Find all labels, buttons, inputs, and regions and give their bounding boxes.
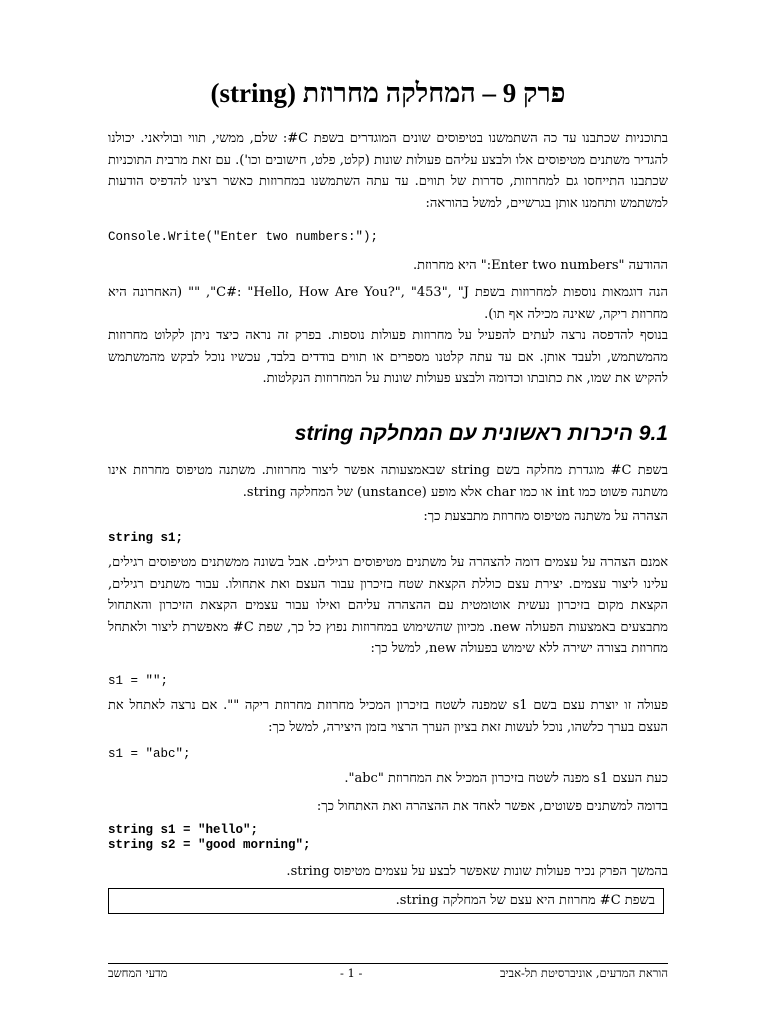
footer-institution: הוראת המדעים, אוניברסיטת תל-אביב bbox=[500, 966, 668, 980]
code-hello: string s1 = "hello"; bbox=[108, 823, 259, 837]
footer-divider bbox=[108, 963, 668, 964]
intro-paragraph-4: בנוסף להדפסה נרצה לעתים להפעיל על מחרוזות פעולות נוספות. בפרק זה נראה כיצד ניתן לקלוט מחרוזות מהמשתמש, ולעבד אותן. אם עד עתה קלטנו מספרים או תווים בודדים בלבד, עכשיו נוכל לבקש מהמשתמש להקיש את שמו, את כתובתו וכדומה ולבצע פעולות שונות על המחרוזות הנקלטות. bbox=[108, 328, 668, 386]
footer-subject: מדעי המחשב bbox=[108, 966, 168, 980]
section-heading: 9.1 היכרות ראשונית עם המחלקה string bbox=[294, 422, 668, 445]
section-paragraph-3: אמנם הצהרה על עצמים דומה להצהרה על משתנים מטיפוסים רגילים. אבל בשונה ממשתנים מטיפוסים רגילים, עלינו ליצור עצמים. יצירת עצם כוללת הקצאת שטח בזיכרון עבור העצם ואת אתחולו. עבור משתנים רגילים, הקצאת מקום בזיכרון נעשית אוטומטית עם ההצהרה עליהם ואילו עבור עצמים הקצאת הזיכרון והאתחול מתבצעים באמצעות הפעולה new. מכיוון שהשימוש במחרוזות נפוץ כל כך, שפת C# מאפשרת ליצור ולאתחל מחרוזת בצורה ישירה ללא שימוש בפעולה new, למשל כך: bbox=[108, 555, 668, 656]
section-paragraph-4: פעולה זו יוצרת עצם בשם s1 שמפנה לשטח בזיכרון המכיל מחרוזת מחרוזת ריקה "". אם נרצה לאתחל את העצם בערך כלשהו, נוכל לעשות זאת בציון הערך הרצוי בזמן היצירה, למשל כך: bbox=[108, 698, 669, 735]
code-string-decl: string s1; bbox=[108, 531, 184, 545]
code-abc-string: s1 = "abc"; bbox=[108, 747, 191, 761]
definition-box: בשפת C# מחרוזת היא עצם של המחלקה string. bbox=[108, 888, 664, 914]
section-paragraph-5: כעת העצם s1 מפנה לשטח בזיכרון המכיל את המחרוזת "abc". bbox=[344, 771, 668, 786]
code-empty-string: s1 = ""; bbox=[108, 674, 169, 688]
intro-paragraph-1: בתוכניות שכתבנו עד כה השתמשנו בטיפוסים שונים המוגדרים בשפת C#: שלם, ממשי, תווי ובוליאני. יכולנו להגדיר משתנים מטיפוסים אלו ולבצע עליהם פעולות שונות (קלט, פלט, חישובים וכו'). עם זאת מרבית התוכניות שכתבנו התייחסו גם למחרוזות, סדרות של תווים. עד עתה השתמשנו במחרוזות כאשר רצינו להדפיס הודעות למשתמש ותחמנו אותן בגרשיים, למשל בהוראה: bbox=[108, 131, 668, 211]
section-paragraph-6: בדומה למשתנים פשוטים, אפשר לאחד את ההצהרה ואת האתחול כך: bbox=[316, 799, 668, 814]
code-good-morning: string s2 = "good morning"; bbox=[108, 838, 311, 852]
intro-paragraph-3: הנה דוגמאות נוספות למחרוזות בשפת C#: "Hello, How Are You?", "453", "J", "" (האחרונה היא מחרוזת ריקה, שאינה מכילה אף תו). bbox=[108, 285, 668, 322]
section-paragraph-2: הצהרה על משתנה מטיפוס מחרוזת מתבצעת כך: bbox=[423, 509, 668, 524]
chapter-title: פרק 9 – המחלקה מחרוזת (string) bbox=[210, 78, 566, 108]
intro-paragraph-2: ההודעה "Enter two numbers:" היא מחרוזת. bbox=[412, 258, 668, 273]
section-paragraph-1: בשפת C# מוגדרת מחלקה בשם string שבאמצעותה אפשר ליצור מחרוזות. משתנה מטיפוס מחרוזת אינו משתנה פשוט כמו int או כמו char אלא מופע (unstance) של המחלקה string. bbox=[108, 463, 669, 500]
page-number: - 1 - bbox=[340, 966, 363, 980]
section-paragraph-7: בהמשך הפרק נכיר פעולות שונות שאפשר לבצע על עצמים מטיפוס string. bbox=[286, 864, 668, 879]
code-console-write: Console.Write("Enter two numbers:"); bbox=[108, 230, 379, 244]
